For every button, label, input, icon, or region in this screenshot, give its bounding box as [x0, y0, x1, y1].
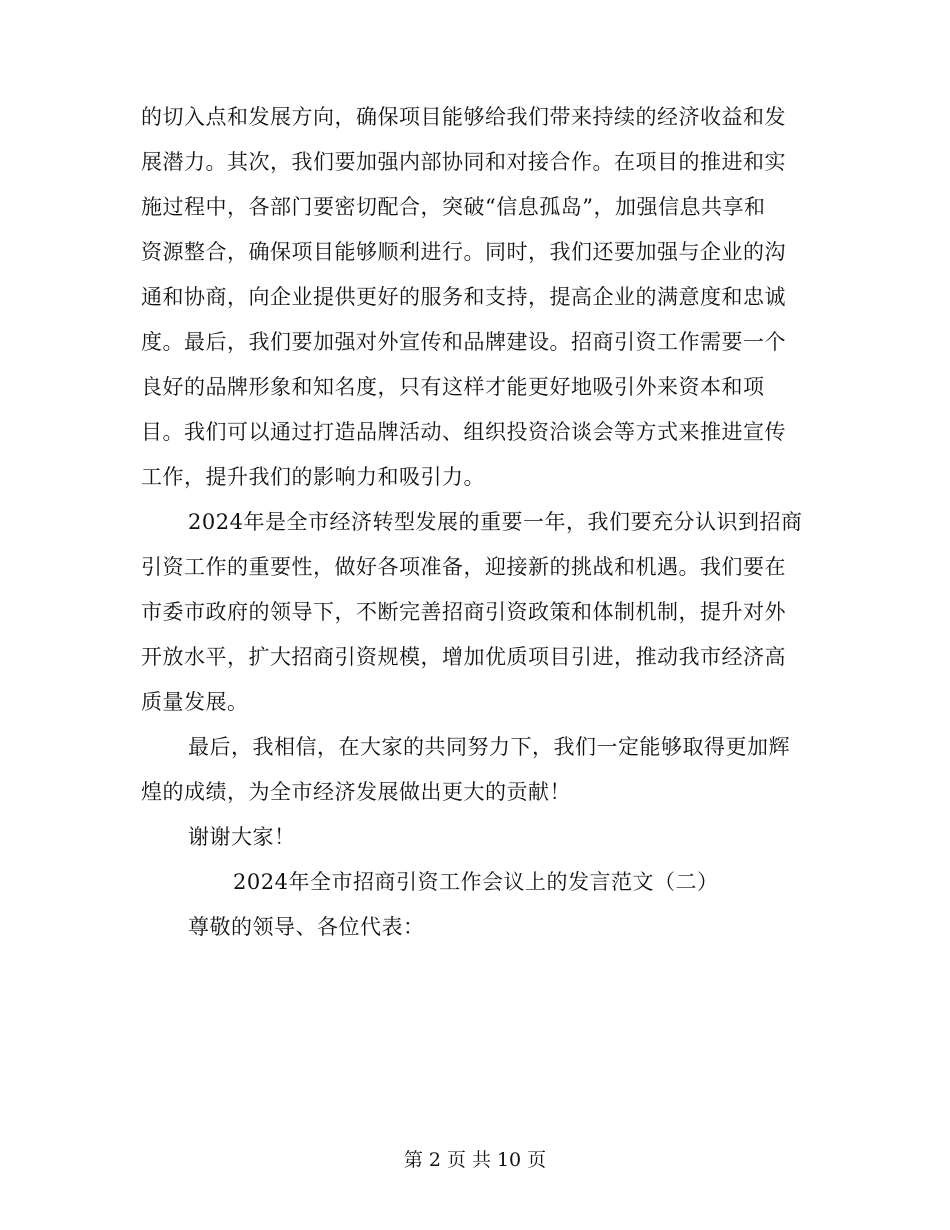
page-label-mid: 页 [446, 1149, 466, 1171]
body-text-line: 的切入点和发展方向，确保项目能够给我们带来持续的经济收益和发 [141, 105, 786, 129]
page-footer [0, 1147, 950, 1173]
page-current-number: 2 [428, 1149, 441, 1171]
body-text-line: 开放水平，扩大招商引资规模，增加优质项目引进，推动我市经济高 [141, 645, 786, 669]
page-total-suffix: 页 [527, 1149, 547, 1171]
page-total-prefix: 共 [471, 1149, 491, 1171]
paragraph-first-line: 2024年是全市经济转型发展的重要一年，我们要充分认识到招商 [188, 510, 803, 534]
paragraph-first-line: 最后，我相信，在大家的共同努力下，我们一定能够取得更加辉 [188, 735, 790, 759]
section-heading: 2024年全市招商引资工作会议上的发言范文（二） [233, 870, 719, 894]
page-label-prefix: 第 [403, 1149, 423, 1171]
body-text-line: 展潜力。其次，我们要加强内部协同和对接合作。在项目的推进和实 [141, 150, 786, 174]
body-text-line: 资源整合，确保项目能够顺利进行。同时，我们还要加强与企业的沟 [141, 240, 786, 264]
body-text-line: 目。我们可以通过打造品牌活动、组织投资洽谈会等方式来推进宣传 [141, 420, 786, 444]
body-text-line: 施过程中，各部门要密切配合，突破“信息孤岛”，加强信息共享和 [141, 195, 766, 219]
body-text-line: 通和协商，向企业提供更好的服务和支持，提高企业的满意度和忠诚 [141, 285, 786, 309]
body-text-line: 质量发展。 [141, 690, 249, 714]
closing-thanks: 谢谢大家！ [188, 825, 296, 849]
body-text-line: 良好的品牌形象和知名度，只有这样才能更好地吸引外来资本和项 [141, 375, 765, 399]
body-text-line: 工作，提升我们的影响力和吸引力。 [141, 465, 485, 489]
body-text-line: 煌的成绩，为全市经济发展做出更大的贡献！ [141, 780, 571, 804]
body-text-line: 度。最后，我们要加强对外宣传和品牌建设。招商引资工作需要一个 [141, 330, 786, 354]
page-total-number: 10 [496, 1149, 522, 1171]
body-text-line: 引资工作的重要性，做好各项准备，迎接新的挑战和机遇。我们要在 [141, 555, 786, 579]
body-text-line: 市委市政府的领导下，不断完善招商引资政策和体制机制，提升对外 [141, 600, 786, 624]
salutation: 尊敬的领导、各位代表： [188, 915, 425, 939]
